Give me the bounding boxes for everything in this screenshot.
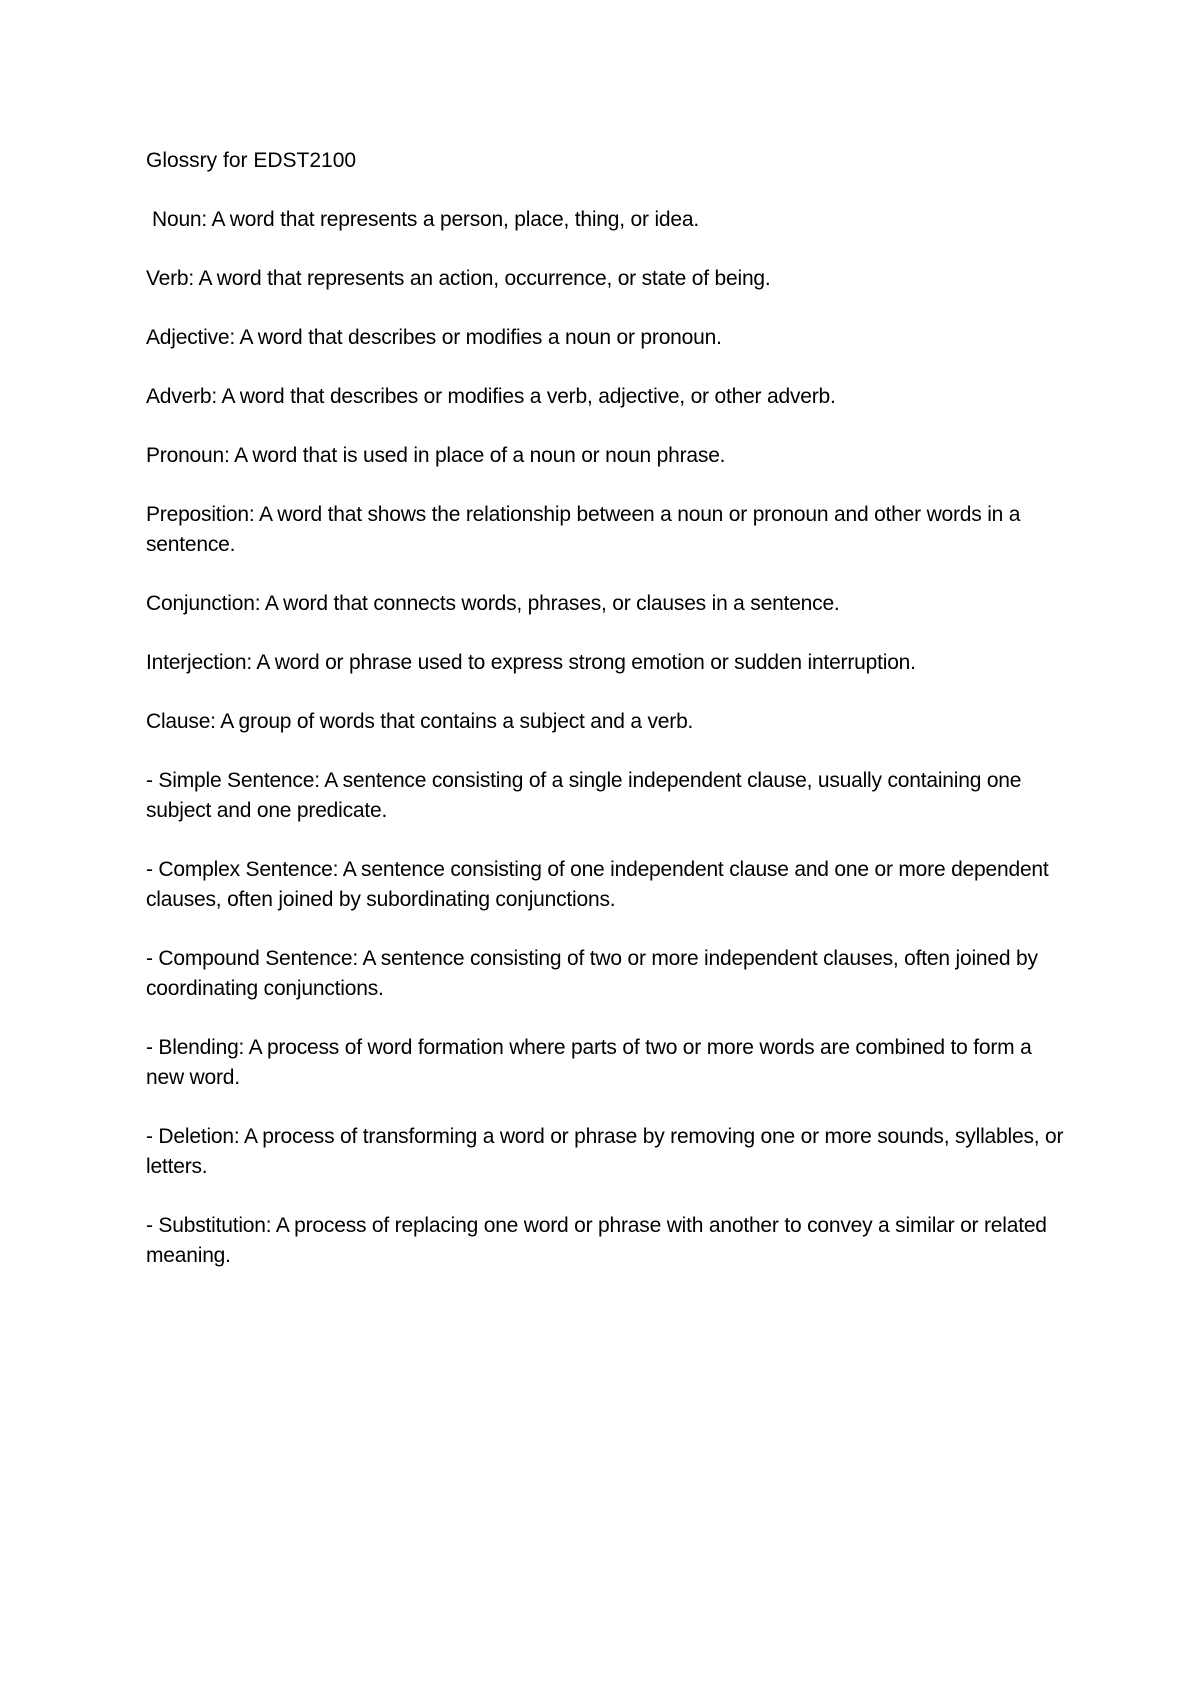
document-title: Glossry for EDST2100 — [146, 149, 357, 172]
glossary-entry-adjective: Adjective: A word that describes or modifies a noun or pronoun. — [146, 326, 722, 349]
glossary-entry-blending: - Blending: A process of word formation where parts of two or more words are combined to form a new word. — [146, 1036, 1032, 1089]
glossary-entry-noun: Noun: A word that represents a person, place, thing, or idea. — [152, 208, 699, 231]
glossary-entry-adverb: Adverb: A word that describes or modifies a verb, adjective, or other adverb. — [146, 385, 836, 408]
glossary-entry-compound-sentence: - Compound Sentence: A sentence consisting of two or more independent clauses, often joined by coordinating conjunctions. — [146, 947, 1038, 1000]
glossary-entry-substitution: - Substitution: A process of replacing one word or phrase with another to convey a similar or related meaning. — [146, 1214, 1047, 1267]
glossary-entry-clause: Clause: A group of words that contains a subject and a verb. — [146, 710, 694, 733]
glossary-entry-complex-sentence: - Complex Sentence: A sentence consisting of one independent clause and one or more dependent clauses, often joined by subordinating conjunctions. — [146, 858, 1049, 911]
glossary-entry-deletion: - Deletion: A process of transforming a word or phrase by removing one or more sounds, syllables, or letters. — [146, 1125, 1064, 1178]
glossary-entry-simple-sentence: - Simple Sentence: A sentence consisting of a single independent clause, usually containing one subject and one predicate. — [146, 769, 1022, 822]
glossary-entry-pronoun: Pronoun: A word that is used in place of a noun or noun phrase. — [146, 444, 726, 467]
document-body — [146, 146, 1066, 1300]
glossary-entry-conjunction: Conjunction: A word that connects words, phrases, or clauses in a sentence. — [146, 592, 840, 615]
glossary-entry-interjection: Interjection: A word or phrase used to express strong emotion or sudden interruption. — [146, 651, 916, 674]
glossary-entry-preposition: Preposition: A word that shows the relationship between a noun or pronoun and other words in a sentence. — [146, 503, 1021, 556]
glossary-entry-verb: Verb: A word that represents an action, occurrence, or state of being. — [146, 267, 771, 290]
